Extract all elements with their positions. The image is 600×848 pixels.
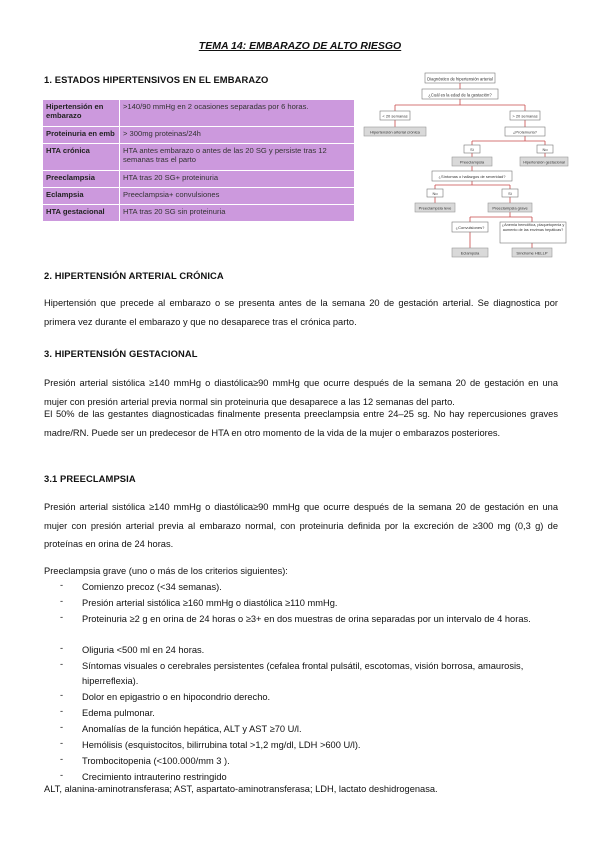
flow-text-proteinuria: ¿Proteinuria? <box>512 129 538 135</box>
list-item-text: Anomalías de la función hepática, ALT y AST ≥70 U/l. <box>82 724 302 734</box>
hypertension-table <box>42 99 355 222</box>
list-item-text: Presión arterial sistólica ≥160 mmHg o diastólica ≥110 mmHg. <box>82 598 338 608</box>
table-definition: Preeclampsia+ convulsiones <box>120 188 355 205</box>
list-item-text: Hemólisis (esquistocitos, bilirrubina total >1,2 mg/dl, LDH >600 U/l). <box>82 740 361 750</box>
table-term: Hipertensión en embarazo <box>43 100 120 127</box>
list-item-text: Crecimiento intrauterino restringido <box>82 772 227 782</box>
table-row <box>43 205 355 222</box>
list-item-text: Oliguria <500 ml en 24 horas. <box>82 645 205 655</box>
section-3-text-2: El 50% de las gestantes diagnosticadas finalmente presenta preeclampsia entre 24–25 sg. No hay repercusiones graves madre/RN. Puede ser un predecesor de HTA en otro momento de la vida de la mujer o embarazos posteriores. <box>44 409 558 438</box>
list-dash: - <box>60 643 64 653</box>
flow-text-start: Diagnóstico de hipertensión arterial <box>427 76 493 82</box>
section-3-text-1: Presión arterial sistólica ≥140 mmHg o diastólica≥90 mmHg que ocurre después de la semana 20 de gestación en una mujer con presión arterial previa normal sin proteinuria que desaparece a las 12 semanas del parto. <box>44 378 558 407</box>
list-dash: - <box>60 596 64 606</box>
list-dash: - <box>60 770 64 780</box>
list-dash: - <box>60 706 64 716</box>
section-3-heading: 3. HIPERTENSIÓN GESTACIONAL <box>44 348 198 359</box>
table-row <box>43 188 355 205</box>
page-title: TEMA 14: EMBARAZO DE ALTO RIESGO <box>198 40 402 52</box>
flow-text-question-age: ¿Cuál es la edad de la gestación? <box>428 92 492 98</box>
table-term: Eclampsia <box>43 188 120 205</box>
flow-text-chronic: Hipertensión arterial crónica <box>370 129 420 135</box>
list-item-text: Dolor en epigastrio o en hipocondrio derecho. <box>82 692 271 702</box>
table-term: HTA gestacional <box>43 205 120 222</box>
table-definition: HTA tras 20 SG sin proteinuria <box>120 205 355 222</box>
list-dash: - <box>60 580 64 590</box>
table-row <box>43 127 355 144</box>
section-1-heading: 1. ESTADOS HIPERTENSIVOS EN EL EMBARAZO <box>44 74 269 85</box>
flow-text-no-1: No <box>542 147 548 152</box>
table-row <box>43 144 355 171</box>
list-dash: - <box>60 738 64 748</box>
flow-text-severe: Preeclampsia grave <box>492 205 528 211</box>
flow-text-mild: Preeclampsia leve <box>418 205 452 211</box>
table-definition: >140/90 mmHg en 2 ocasiones separadas por 6 horas. <box>120 100 355 127</box>
list-dash: - <box>60 659 64 669</box>
criteria-intro: Preeclampsia grave (uno o más de los criterios siguientes): <box>44 566 288 576</box>
table-term: Proteinuria en emb <box>43 127 120 144</box>
list-item-text: Síntomas visuales o cerebrales persistentes (cefalea frontal pulsátil, escotomas, visión borrosa, amaurosis, hiperreflexia). <box>82 661 524 686</box>
flow-text-hellp-question: ¿Anemia hemolítica, plaquetopenia y aumento de las enzimas hepáticas? <box>501 223 565 232</box>
list-item-text: Proteinuria ≥2 g en orina de 24 horas o ≥3+ en dos muestras de orina separadas por un intervalo de 4 horas. <box>82 614 531 624</box>
flow-text-seizures: ¿Convulsiones? <box>455 225 485 230</box>
flow-text-lt20: < 20 semanas <box>382 113 408 119</box>
list-dash: - <box>60 612 64 622</box>
section-2-heading: 2. HIPERTENSIÓN ARTERIAL CRÓNICA <box>44 270 224 281</box>
flow-text-gestational: Hipertensión gestacional <box>523 160 565 165</box>
list-item-text: Edema pulmonar. <box>82 708 155 718</box>
flow-text-gt20: > 20 semanas <box>512 113 538 119</box>
flow-text-yes-1: Sí <box>470 147 474 152</box>
diagnosis-flowchart <box>360 67 570 267</box>
section-2-text: Hipertensión que precede al embarazo o se presenta antes de la semana 20 de gestación arterial. Se diagnostica por primera vez durante el embarazo y que no desaparece tras el crónica parto. <box>44 298 558 327</box>
flow-text-hellp: Síndrome HELLP <box>516 250 548 256</box>
section-3-1-heading: 3.1 PREECLAMPSIA <box>44 473 136 484</box>
table-term: HTA crónica <box>43 144 120 171</box>
list-dash: - <box>60 722 64 732</box>
table-definition: HTA tras 20 SG+ proteinuria <box>120 171 355 188</box>
table-definition: > 300mg proteinas/24h <box>120 127 355 144</box>
list-item-text: Trombocitopenia (<100.000/mm 3 ). <box>82 756 230 766</box>
table-row <box>43 171 355 188</box>
table-term: Preeclampsia <box>43 171 120 188</box>
table-row <box>43 100 355 127</box>
list-dash: - <box>60 754 64 764</box>
flow-text-no-2: No <box>432 191 438 196</box>
list-dash: - <box>60 690 64 700</box>
flow-text-yes-2: Sí <box>508 191 512 196</box>
list-item-text: Comienzo precoz (<34 semanas). <box>82 582 222 592</box>
table-definition: HTA antes embarazo o antes de las 20 SG y persiste tras 12 semanas tras el parto <box>120 144 355 171</box>
section-3-1-text: Presión arterial sistólica ≥140 mmHg o diastólica≥90 mmHg que ocurre después de la semana 20 de gestación en una mujer con presión arterial previa al embarazo normal, con proteinuria definida por la excreción de ≥300 mg (0,3 g) de proteínas en orina de 24 horas. <box>44 502 558 549</box>
flow-text-severity: ¿Síntomas o hallazgos de severidad? <box>438 174 506 179</box>
abbreviations-footnote: ALT, alanina-aminotransferasa; AST, aspartato-aminotransferasa; LDH, lactato deshidrogenasa. <box>44 784 438 794</box>
flow-text-eclampsia: Eclampsia <box>460 250 480 256</box>
flow-text-preeclampsia: Preeclampsia <box>459 159 485 165</box>
